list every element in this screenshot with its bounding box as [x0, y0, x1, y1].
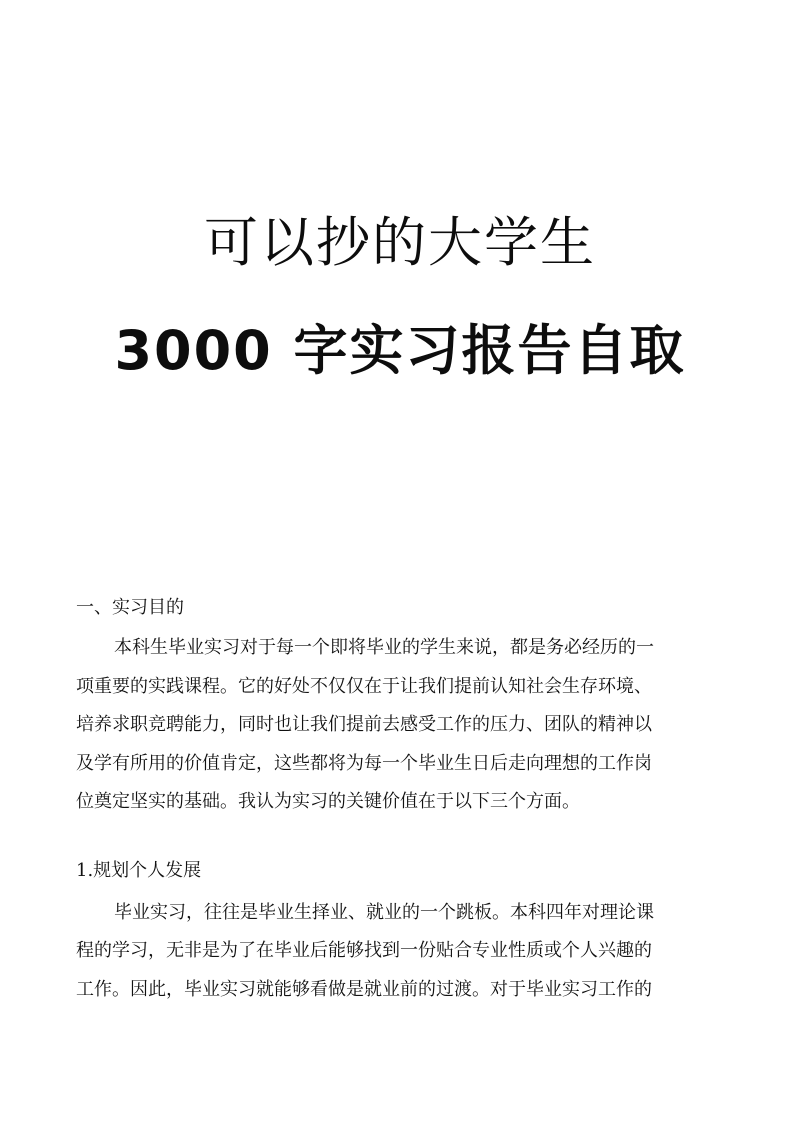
- paragraph-personal-development: [76, 894, 728, 1010]
- paragraph-line: 毕业实习，往往是毕业生择业、就业的一个跳板。本科四年对理论课: [114, 901, 654, 923]
- title-line-1: 可以抄的大学生: [204, 211, 596, 274]
- paragraph-line: 本科生毕业实习对于每一个即将毕业的学生来说，都是务必经历的一: [114, 637, 654, 658]
- paragraph-line: 培养求职竞聘能力，同时也让我们提前去感受工作的压力、团队的精神以: [76, 714, 652, 735]
- document-title: [0, 212, 800, 382]
- document-body: [76, 593, 728, 1009]
- paragraph-line: 工作。因此，毕业实习就能够看做是就业前的过渡。对于毕业实习工作的: [76, 978, 652, 1000]
- paragraph-line: 程的学习，无非是为了在毕业后能够找到一份贴合专业性质或个人兴趣的: [76, 940, 652, 961]
- section-heading-internship-purpose: 一、实习目的: [76, 597, 184, 618]
- paragraph-line: 位奠定坚实的基础。我认为实习的关键价值在于以下三个方面。: [76, 791, 580, 812]
- paragraph-line: 及学有所用的价值肯定，这些都将为每一个毕业生日后走向理想的工作岗: [76, 752, 652, 774]
- section-heading-personal-development: 1.规划个人发展: [76, 859, 202, 881]
- title-line-2: 3000 字实习报告自取: [114, 319, 686, 382]
- paragraph-internship-purpose: [76, 629, 728, 822]
- paragraph-line: 项重要的实践课程。它的好处不仅仅在于让我们提前认知社会生存环境、: [76, 675, 652, 697]
